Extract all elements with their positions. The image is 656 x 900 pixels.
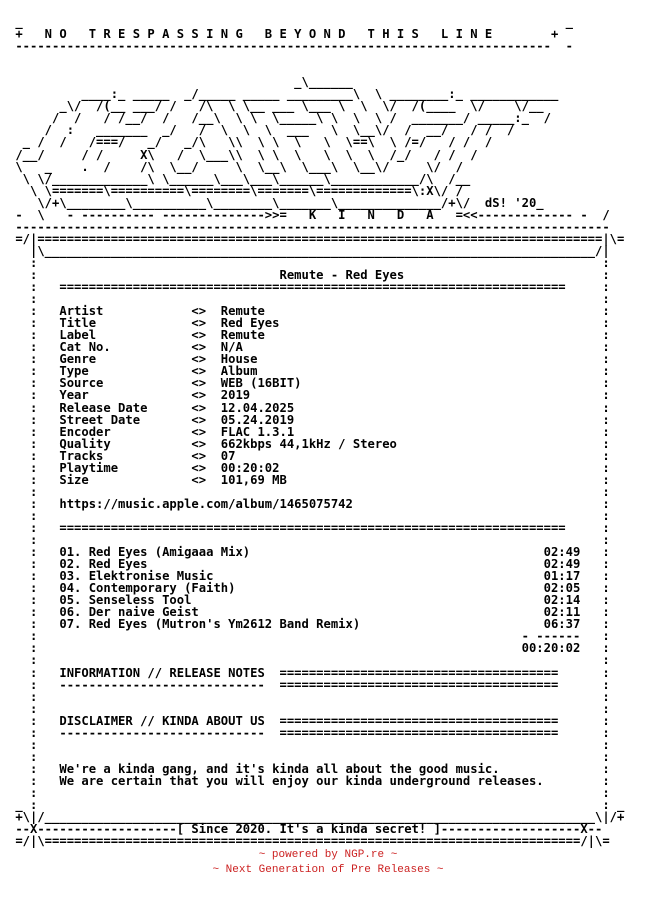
nfo-line: ---------------------------------------------------------------------------------: [8, 219, 610, 234]
nfo-line: : ===================================================================== :: [8, 280, 610, 295]
nfo-line: _\/ /(__ ___/ / /\ \ \__ ___ \___ \ \ \/ /(____ \/ \/__: [8, 99, 544, 114]
nfo-line: |\___________________________________________________________________________/|: [8, 243, 610, 258]
nfo-line: : 06. Der naive Geist 02:11 :: [8, 605, 610, 620]
nfo-line: : :: [8, 689, 610, 704]
nfo-line: =/|=============================================================================|\=: [8, 231, 625, 246]
nfo-line: : Release Date <> 12.04.2025 :: [8, 400, 610, 415]
nfo-line: : Source <> WEB (16BIT) :: [8, 376, 610, 391]
nfo-line: : Cat No. <> N/A :: [8, 340, 610, 355]
nfo-line: : :: [8, 508, 610, 523]
nfo-line: - \ - ---------- -------------->>= K I N D A =<<------------- - /: [8, 207, 610, 222]
nfo-line: _ : : _: [8, 798, 625, 813]
nfo-line: ____:_ _____ _/_____ _____ _________\ \ ________:_ ____________: [8, 87, 559, 102]
nfo-line: : :: [8, 653, 610, 668]
nfo-line: : https://music.apple.com/album/1465075742 :: [8, 496, 610, 511]
nfo-line: : Type <> Album :: [8, 364, 610, 379]
nfo-line: _ / / /===/ _/ _/\ \\ \ \ \ \ \==\ \ /=/ / / /: [8, 135, 493, 150]
nfo-line: : 01. Red Eyes (Amigaaa Mix) 02:49 :: [8, 545, 610, 560]
nfo-line: : :: [8, 484, 610, 499]
nfo-text-block: [8, 16, 624, 847]
nfo-line: : 07. Red Eyes (Mutron's Ym2612 Band Remix) 06:37 :: [8, 617, 610, 632]
nfo-line: : Encoder <> FLAC 1.3.1 :: [8, 424, 610, 439]
nfo-line: _\______: [8, 75, 353, 90]
nfo-line: _ _: [8, 15, 573, 29]
nfo-line: : Playtime <> 00:20:02 :: [8, 460, 610, 475]
nfo-line: + N O T R E S P A S S I N G B E Y O N D T H I S L I N E +: [8, 27, 559, 42]
nfo-line: : DISCLAIMER // KINDA ABOUT US ====================================== :: [8, 713, 610, 728]
nfo-line: : 05. Senseless Tool 02:14 :: [8, 593, 610, 608]
nfo-line: : 03. Elektronise Music 01:17 :: [8, 569, 610, 584]
nfo-line: : Quality <> 662kbps 44,1kHz / Stereo :: [8, 436, 610, 451]
nfo-line: \ \=======\==========\========\=======\=============\:X\/ /: [8, 183, 463, 198]
nfo-line: \ \/_____________\ \______\___\___\______\____________/\ /__: [8, 171, 471, 186]
nfo-line: : Label <> Remute :: [8, 328, 610, 343]
nfo-line: : :: [8, 701, 610, 716]
nfo-line: : :: [8, 255, 610, 270]
nfo-line: : ===================================================================== :: [8, 520, 610, 535]
nfo-line: : 02. Red Eyes 02:49 :: [8, 557, 610, 572]
nfo-line: : Year <> 2019 :: [8, 388, 610, 403]
nfo-line: : INFORMATION // RELEASE NOTES ====================================== :: [8, 665, 610, 680]
nfo-line: : We are certain that you will enjoy our kinda underground releases. :: [8, 773, 610, 788]
nfo-line: --X-------------------[ Since 2020. It's a kinda secret! ]-------------------X--: [8, 822, 603, 837]
nfo-line: : Size <> 101,69 MB :: [8, 472, 610, 487]
nfo-line: : :: [8, 737, 610, 752]
nfo-line: \/+\________\__________\________\_______\______________/+\/ dS! '20_: [8, 195, 544, 210]
nfo-line: : ---------------------------- ====================================== :: [8, 677, 610, 692]
powered-by-text: ~ powered by NGP.re ~: [258, 849, 398, 861]
nfo-line: : ---------------------------- ====================================== :: [8, 725, 610, 740]
nfo-line: : Tracks <> 07 :: [8, 448, 610, 463]
nfo-line: : 00:20:02 :: [8, 641, 610, 656]
nfo-line: [8, 52, 624, 64]
nfo-line: : Remute - Red Eyes :: [8, 267, 610, 282]
nfo-line: : Street Date <> 05.24.2019 :: [8, 412, 610, 427]
nfo-line: : :: [8, 786, 610, 800]
tagline-text: ~ Next Generation of Pre Releases ~: [212, 864, 444, 876]
nfo-line: ------------------------------------------------------------------------- -: [8, 39, 573, 54]
nfo-line: +\|/___________________________________________________________________________\|/+: [8, 810, 625, 825]
nfo-line: /__/ / / X\ / \___\\ \ \ \ \ \ \ /_/ / / /: [8, 147, 478, 162]
nfo-line: : We're a kinda gang, and it's kinda all about the good music. :: [8, 761, 610, 776]
nfo-line: =/|\=========================================================================/|\=: [8, 834, 610, 849]
nfo-line: \ _ . / /\ \__/ \ \__\ \___\ \__\/ \/ /: [8, 159, 463, 174]
nfo-line: : :: [8, 292, 610, 307]
nfo-line: : - ------ :: [8, 629, 610, 644]
nfo-line: / / / /__/ / /__\ \ \ \_____\ \ \ \ / _______/ _____:_ /: [8, 111, 551, 126]
nfo-line: / : _______ _/ / \ \ \ ___ \ \__\/ / __/ / / /: [8, 123, 515, 138]
nfo-line: : 04. Contemporary (Faith) 02:05 :: [8, 581, 610, 596]
nfo-line: : Title <> Red Eyes :: [8, 316, 610, 331]
nfo-line: : :: [8, 749, 610, 764]
footer-credits: [0, 848, 656, 878]
nfo-line: : :: [8, 533, 610, 548]
nfo-line: : Artist <> Remute :: [8, 304, 610, 319]
nfo-line: : Genre <> House :: [8, 352, 610, 367]
